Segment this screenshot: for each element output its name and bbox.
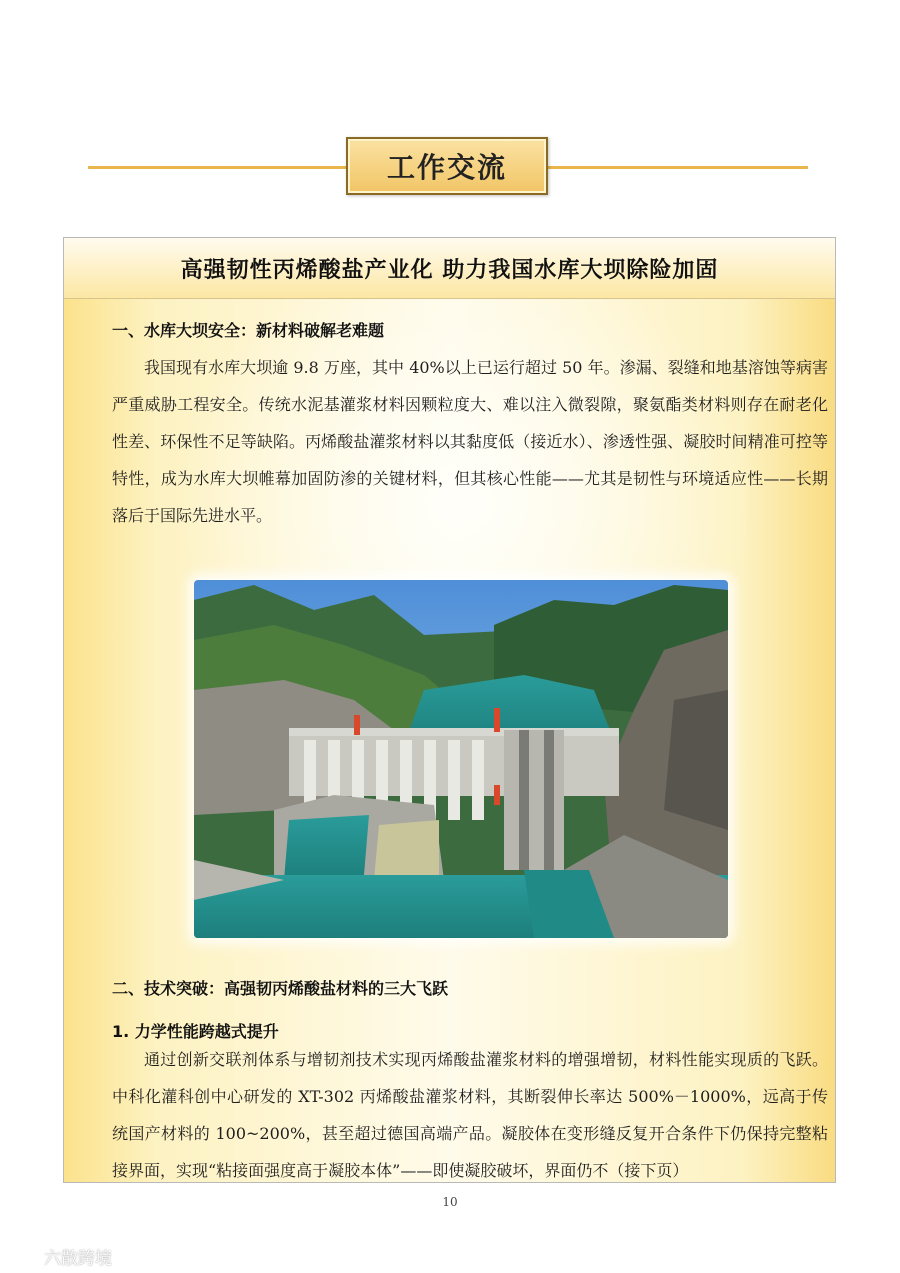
section1-paragraph: 我国现有水库大坝逾 9.8 万座，其中 40%以上已运行超过 50 年。渗漏、裂缝和地基溶蚀等病害严重威胁工程安全。传统水泥基灌浆材料因颗粒度大、难以注入微裂隙，聚氨酯类材料则存在耐老化性差、环保性不足等缺陷。丙烯酸盐灌浆材料以其黏度低（接近水）、渗透性强、凝胶时间精准可控等特性，成为水库大坝帷幕加固防渗的关键材料，但其核心性能——尤其是韧性与环境适应性——长期落后于国际先进水平。 bbox=[112, 358, 828, 525]
dam-photo bbox=[194, 580, 728, 938]
header-rule-left bbox=[88, 166, 348, 169]
article-title: 高强韧性丙烯酸盐产业化 助力我国水库大坝除险加固 bbox=[180, 257, 719, 283]
watermark-text: 六散跨境 bbox=[44, 1249, 112, 1269]
section2-paragraph: 通过创新交联剂体系与增韧剂技术实现丙烯酸盐灌浆材料的增强增韧，材料性能实现质的飞跃。中科化灌科创中心研发的 XT-302 丙烯酸盐灌浆材料，其断裂伸长率达 500%－1000%，远高于传统国产材料的 100~200%，甚至超过德国高端产品。凝胶体在变形缝反复开合条件下仍保持完整粘接界面，实现“粘接面强度高于凝胶本体”——即使凝胶破坏，界面仍不（接下页） bbox=[112, 1050, 828, 1180]
article-box bbox=[63, 237, 836, 1183]
watermark-logo-icon bbox=[10, 1245, 38, 1268]
dam-photo-illustration bbox=[194, 580, 728, 938]
section1-heading: 一、水库大坝安全：新材料破解老难题 bbox=[112, 321, 385, 340]
header-rule-right bbox=[548, 166, 808, 169]
section2-subheading: 1. 力学性能跨越式提升 bbox=[112, 1022, 279, 1041]
section2-heading: 二、技术突破：高强韧丙烯酸盐材料的三大飞跃 bbox=[112, 979, 449, 998]
page-number: 10 bbox=[442, 1195, 458, 1209]
watermark bbox=[10, 1244, 112, 1269]
section-label: 工作交流 bbox=[346, 137, 548, 195]
article-title-bar bbox=[64, 238, 835, 299]
